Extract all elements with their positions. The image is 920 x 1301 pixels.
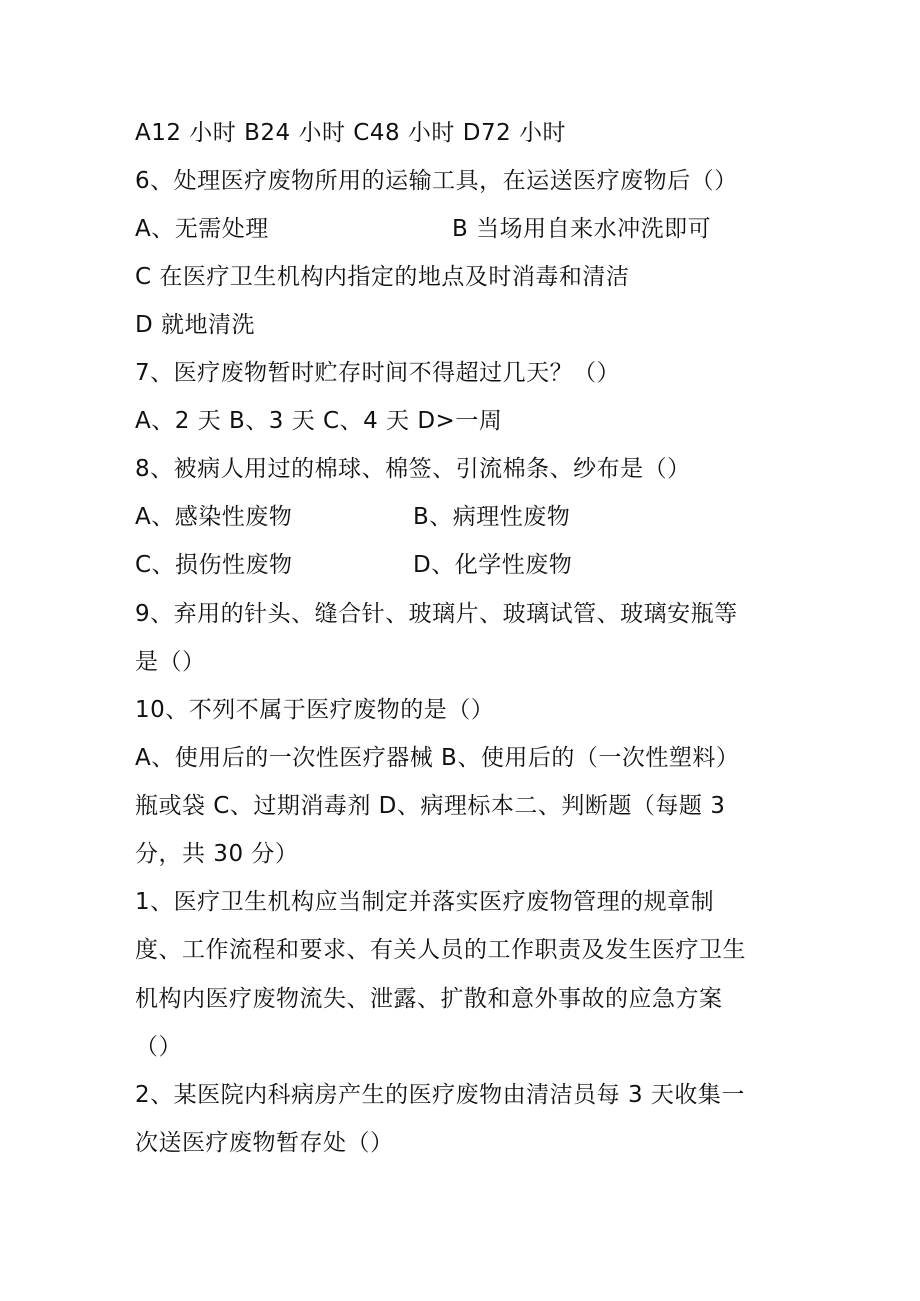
q6-option-d: D 就地清洗	[135, 312, 256, 338]
judge-q1-line4: （）	[135, 1034, 182, 1060]
q6-question: 6、处理医疗废物所用的运输工具，在运送医疗废物后（）	[135, 168, 738, 194]
q8-option-d: D、化学性废物	[413, 552, 573, 578]
q5-options: A12 小时 B24 小时 C48 小时 D72 小时	[135, 120, 567, 146]
section-heading-tail: 分，共 30 分）	[135, 841, 299, 867]
q10-question: 10、不列不属于医疗废物的是（）	[135, 697, 495, 723]
q8-option-c: C、损伤性废物	[135, 552, 293, 578]
judge-q2-line2: 次送医疗废物暂存处（）	[135, 1130, 394, 1156]
q7-options: A、2 天 B、3 天 C、4 天 D>一周	[135, 408, 503, 434]
q10-options-line1: A、使用后的一次性医疗器械 B、使用后的（一次性塑料）	[135, 745, 740, 771]
judge-q1-line1: 1、医疗卫生机构应当制定并落实医疗废物管理的规章制	[135, 889, 715, 915]
q8-option-a: A、感染性废物	[135, 504, 293, 530]
q9-question-line2: 是（）	[135, 649, 206, 675]
judge-q1-line3: 机构内医疗废物流失、泄露、扩散和意外事故的应急方案	[135, 986, 723, 1012]
q6-option-c: C 在医疗卫生机构内指定的地点及时消毒和清洁	[135, 264, 630, 290]
q7-question: 7、医疗废物暂时贮存时间不得超过几天？（）	[135, 360, 621, 386]
judge-q2-line1: 2、某医院内科病房产生的医疗废物由清洁员每 3 天收集一	[135, 1082, 745, 1108]
q6-option-a: A、无需处理	[135, 216, 269, 242]
q8-question: 8、被病人用过的棉球、棉签、引流棉条、纱布是（）	[135, 456, 691, 482]
q10-options-line2: 瓶或袋 C、过期消毒剂 D、病理标本二、判断题（每题 3	[135, 793, 726, 819]
q9-question-line1: 9、弃用的针头、缝合针、玻璃片、玻璃试管、玻璃安瓶等	[135, 601, 738, 627]
q8-option-b: B、病理性废物	[413, 504, 571, 530]
q6-option-b: B 当场用自来水冲洗即可	[452, 216, 712, 242]
judge-q1-line2: 度、工作流程和要求、有关人员的工作职责及发生医疗卫生	[135, 937, 746, 963]
